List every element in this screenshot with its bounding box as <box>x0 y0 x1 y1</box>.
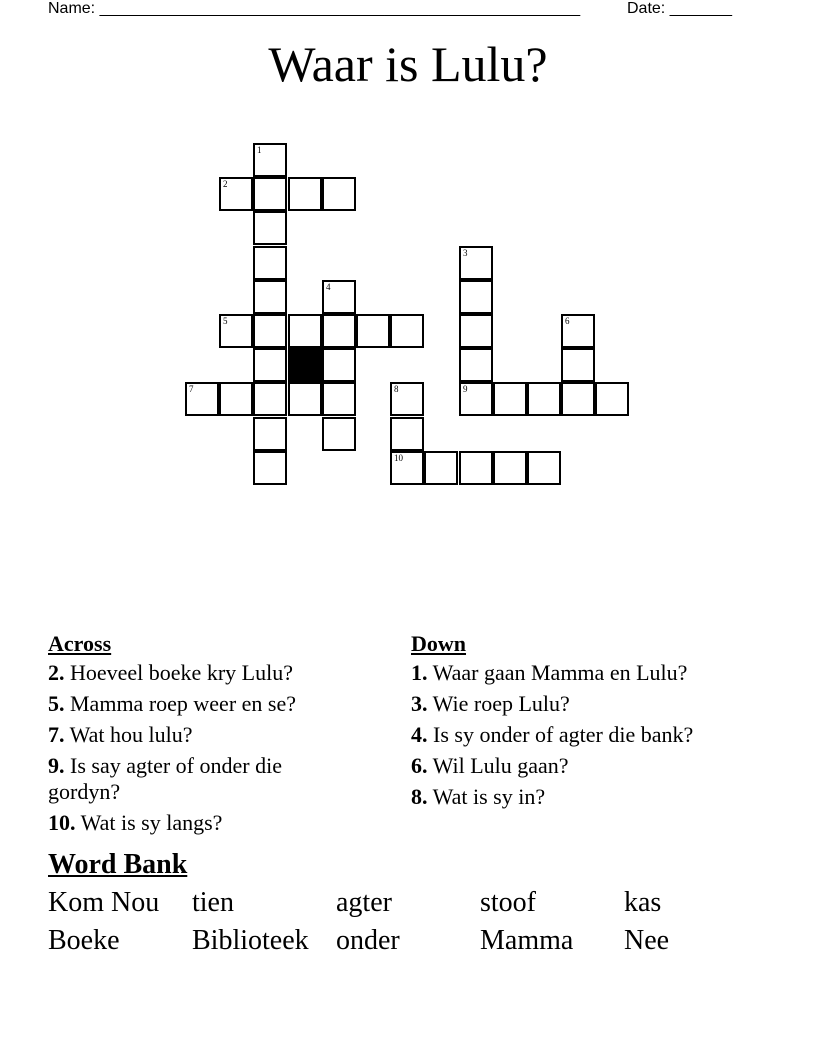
grid-cell[interactable] <box>288 382 322 416</box>
clue-text: Mamma roep weer en se? <box>70 691 297 716</box>
clue-down-6 <box>411 753 751 779</box>
clue-text: Wat is sy in? <box>432 784 546 809</box>
grid-cell[interactable] <box>459 348 493 382</box>
date-field-label: Date: _______ <box>627 0 732 17</box>
grid-cell[interactable] <box>253 143 287 177</box>
grid-cell[interactable] <box>459 280 493 314</box>
word-bank-word: Nee <box>624 925 670 956</box>
grid-cell[interactable] <box>356 314 390 348</box>
clue-across-5 <box>48 691 358 717</box>
cell-number: 1 <box>257 145 262 155</box>
cell-number: 5 <box>223 316 228 326</box>
grid-cell[interactable] <box>253 382 287 416</box>
clue-down-4 <box>411 722 751 748</box>
clue-number: 4. <box>411 722 428 747</box>
clue-text: Is say agter of onder die gordyn? <box>48 753 282 804</box>
grid-cell[interactable] <box>253 451 287 485</box>
grid-cell[interactable] <box>527 451 561 485</box>
cell-number: 2 <box>223 179 228 189</box>
grid-cell[interactable] <box>459 451 493 485</box>
grid-cell[interactable] <box>493 451 527 485</box>
clue-text: Hoeveel boeke kry Lulu? <box>70 660 293 685</box>
grid-cell[interactable] <box>185 382 219 416</box>
grid-cell[interactable] <box>288 314 322 348</box>
grid-cell[interactable] <box>253 348 287 382</box>
grid-cell[interactable] <box>459 382 493 416</box>
clue-text: Wat is sy langs? <box>80 810 223 835</box>
name-field-label: Name: ______________________________________________________ <box>48 0 581 17</box>
clue-down-1 <box>411 660 751 686</box>
grid-cell[interactable] <box>561 348 595 382</box>
clue-down-8 <box>411 784 751 810</box>
across-heading: Across <box>48 631 112 656</box>
clue-text: Wat hou lulu? <box>69 722 193 747</box>
grid-cell[interactable] <box>322 314 356 348</box>
word-bank-word: kas <box>624 887 662 918</box>
crossword-grid <box>0 0 816 520</box>
grid-cell[interactable] <box>561 382 595 416</box>
grid-cell[interactable] <box>493 382 527 416</box>
grid-cell[interactable] <box>322 417 356 451</box>
clue-across-9 <box>48 753 358 805</box>
cell-number: 6 <box>565 316 570 326</box>
page-title: Waar is Lulu? <box>268 36 548 92</box>
grid-cell[interactable] <box>322 177 356 211</box>
word-bank-word: tien <box>192 887 234 918</box>
grid-cell[interactable] <box>390 451 424 485</box>
grid-cell[interactable] <box>390 314 424 348</box>
grid-cell[interactable] <box>595 382 629 416</box>
grid-cell[interactable] <box>253 314 287 348</box>
word-bank-word: Boeke <box>48 925 120 956</box>
word-bank-word: Mamma <box>480 925 574 956</box>
clue-text: Waar gaan Mamma en Lulu? <box>432 660 688 685</box>
grid-cell[interactable] <box>253 417 287 451</box>
clue-number: 9. <box>48 753 65 778</box>
clue-number: 5. <box>48 691 65 716</box>
grid-cell[interactable] <box>253 177 287 211</box>
grid-cell[interactable] <box>390 417 424 451</box>
clue-number: 2. <box>48 660 65 685</box>
clue-across-7 <box>48 722 358 748</box>
word-bank-word: agter <box>336 887 392 918</box>
grid-cell[interactable] <box>219 314 253 348</box>
grid-cell[interactable] <box>253 280 287 314</box>
across-clues <box>48 630 358 841</box>
grid-cell[interactable] <box>253 246 287 280</box>
grid-cell[interactable] <box>459 246 493 280</box>
clue-text: Wil Lulu gaan? <box>432 753 569 778</box>
grid-cell[interactable] <box>322 348 356 382</box>
grid-cell[interactable] <box>322 280 356 314</box>
grid-cell[interactable] <box>288 177 322 211</box>
down-heading: Down <box>411 631 467 656</box>
clue-number: 10. <box>48 810 76 835</box>
grid-cell[interactable] <box>390 382 424 416</box>
cell-number: 8 <box>394 384 399 394</box>
clue-text: Wie roep Lulu? <box>432 691 570 716</box>
down-clues <box>411 630 751 815</box>
grid-cell[interactable] <box>424 451 458 485</box>
clue-down-3 <box>411 691 751 717</box>
clue-number: 3. <box>411 691 428 716</box>
grid-cell[interactable] <box>527 382 561 416</box>
grid-cell[interactable] <box>219 177 253 211</box>
clue-number: 7. <box>48 722 65 747</box>
clue-number: 8. <box>411 784 428 809</box>
grid-cell[interactable] <box>322 382 356 416</box>
cell-number: 3 <box>463 248 468 258</box>
word-bank-word: Biblioteek <box>192 925 309 956</box>
word-bank-word: onder <box>336 925 400 956</box>
word-bank-word: Kom Nou <box>48 887 160 918</box>
grid-cell[interactable] <box>253 211 287 245</box>
cell-number: 9 <box>463 384 468 394</box>
cell-number: 4 <box>326 282 331 292</box>
grid-cell[interactable] <box>219 382 253 416</box>
cell-number: 7 <box>189 384 194 394</box>
clue-across-2 <box>48 660 358 686</box>
word-bank-word: stoof <box>480 887 536 918</box>
clue-text: Is sy onder of agter die bank? <box>433 722 694 747</box>
grid-cell[interactable] <box>459 314 493 348</box>
clue-number: 6. <box>411 753 428 778</box>
word-bank-title: Word Bank <box>48 849 188 880</box>
clue-across-10 <box>48 810 358 836</box>
grid-cell-blocked <box>288 348 322 382</box>
word-bank <box>48 884 768 960</box>
cell-number: 10 <box>394 453 403 463</box>
clue-number: 1. <box>411 660 428 685</box>
grid-cell[interactable] <box>561 314 595 348</box>
